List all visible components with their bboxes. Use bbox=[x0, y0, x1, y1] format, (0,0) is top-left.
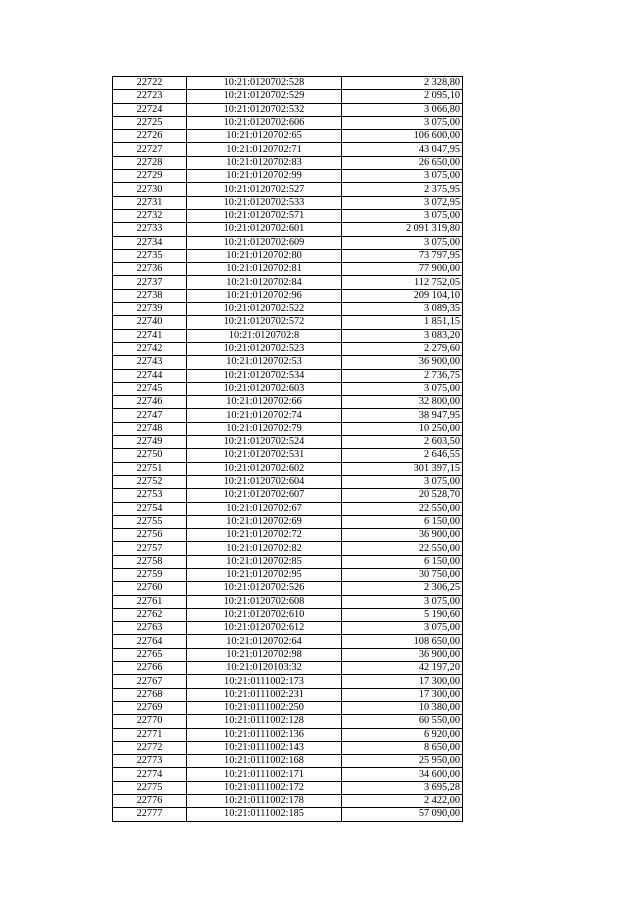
table-row bbox=[113, 608, 463, 621]
cadastral-number-cell: 10:21:0111002:185 bbox=[187, 808, 342, 821]
table-row bbox=[113, 342, 463, 355]
table-row bbox=[113, 675, 463, 688]
table-row bbox=[113, 475, 463, 488]
amount-cell: 10 380,00 bbox=[342, 701, 463, 714]
table-row bbox=[113, 436, 463, 449]
cadastral-number-cell: 10:21:0120702:99 bbox=[187, 170, 342, 183]
cadastral-number-cell: 10:21:0111002:168 bbox=[187, 755, 342, 768]
cadastral-number-cell: 10:21:0120702:603 bbox=[187, 382, 342, 395]
table-row bbox=[113, 489, 463, 502]
cadastral-number-cell: 10:21:0111002:171 bbox=[187, 768, 342, 781]
cadastral-number-cell: 10:21:0120702:601 bbox=[187, 223, 342, 236]
row-number-cell: 22756 bbox=[113, 529, 187, 542]
amount-cell: 2 095,10 bbox=[342, 90, 463, 103]
cadastral-number-cell: 10:21:0120702:571 bbox=[187, 209, 342, 222]
amount-cell: 73 797,95 bbox=[342, 249, 463, 262]
table-row bbox=[113, 795, 463, 808]
amount-cell: 108 650,00 bbox=[342, 635, 463, 648]
amount-cell: 3 075,00 bbox=[342, 475, 463, 488]
row-number-cell: 22750 bbox=[113, 449, 187, 462]
amount-cell: 6 150,00 bbox=[342, 515, 463, 528]
amount-cell: 42 197,20 bbox=[342, 662, 463, 675]
table-body bbox=[113, 77, 463, 822]
cadastral-number-cell: 10:21:0120702:524 bbox=[187, 436, 342, 449]
table-row bbox=[113, 289, 463, 302]
row-number-cell: 22723 bbox=[113, 90, 187, 103]
cadastral-number-cell: 10:21:0120702:96 bbox=[187, 289, 342, 302]
amount-cell: 3 075,00 bbox=[342, 622, 463, 635]
row-number-cell: 22758 bbox=[113, 555, 187, 568]
row-number-cell: 22739 bbox=[113, 303, 187, 316]
row-number-cell: 22764 bbox=[113, 635, 187, 648]
row-number-cell: 22774 bbox=[113, 768, 187, 781]
cadastral-number-cell: 10:21:0120702:74 bbox=[187, 409, 342, 422]
amount-cell: 26 650,00 bbox=[342, 156, 463, 169]
amount-cell: 6 920,00 bbox=[342, 728, 463, 741]
table-row bbox=[113, 662, 463, 675]
amount-cell: 2 306,25 bbox=[342, 582, 463, 595]
cadastral-number-cell: 10:21:0120702:53 bbox=[187, 356, 342, 369]
table-row bbox=[113, 648, 463, 661]
row-number-cell: 22729 bbox=[113, 170, 187, 183]
cadastral-number-cell: 10:21:0111002:231 bbox=[187, 688, 342, 701]
row-number-cell: 22743 bbox=[113, 356, 187, 369]
row-number-cell: 22728 bbox=[113, 156, 187, 169]
table-row bbox=[113, 715, 463, 728]
table-row bbox=[113, 502, 463, 515]
table-row bbox=[113, 223, 463, 236]
row-number-cell: 22754 bbox=[113, 502, 187, 515]
amount-cell: 1 851,15 bbox=[342, 316, 463, 329]
amount-cell: 6 150,00 bbox=[342, 555, 463, 568]
table-row bbox=[113, 209, 463, 222]
row-number-cell: 22740 bbox=[113, 316, 187, 329]
amount-cell: 10 250,00 bbox=[342, 422, 463, 435]
table-row bbox=[113, 728, 463, 741]
cadastral-number-cell: 10:21:0120702:607 bbox=[187, 489, 342, 502]
row-number-cell: 22752 bbox=[113, 475, 187, 488]
cadastral-number-cell: 10:21:0120702:526 bbox=[187, 582, 342, 595]
row-number-cell: 22735 bbox=[113, 249, 187, 262]
cadastral-amount-table bbox=[112, 76, 463, 822]
row-number-cell: 22745 bbox=[113, 382, 187, 395]
cadastral-number-cell: 10:21:0120702:531 bbox=[187, 449, 342, 462]
table-row bbox=[113, 276, 463, 289]
amount-cell: 3 075,00 bbox=[342, 116, 463, 129]
cadastral-number-cell: 10:21:0120702:64 bbox=[187, 635, 342, 648]
cadastral-number-cell: 10:21:0120702:608 bbox=[187, 595, 342, 608]
cadastral-number-cell: 10:21:0120702:529 bbox=[187, 90, 342, 103]
table-row bbox=[113, 116, 463, 129]
row-number-cell: 22753 bbox=[113, 489, 187, 502]
amount-cell: 34 600,00 bbox=[342, 768, 463, 781]
amount-cell: 36 900,00 bbox=[342, 356, 463, 369]
table-row bbox=[113, 595, 463, 608]
cadastral-number-cell: 10:21:0120702:67 bbox=[187, 502, 342, 515]
row-number-cell: 22769 bbox=[113, 701, 187, 714]
row-number-cell: 22737 bbox=[113, 276, 187, 289]
table-row bbox=[113, 90, 463, 103]
amount-cell: 36 900,00 bbox=[342, 648, 463, 661]
table-row bbox=[113, 329, 463, 342]
amount-cell: 17 300,00 bbox=[342, 688, 463, 701]
table-row bbox=[113, 529, 463, 542]
row-number-cell: 22749 bbox=[113, 436, 187, 449]
row-number-cell: 22730 bbox=[113, 183, 187, 196]
table-row bbox=[113, 781, 463, 794]
cadastral-number-cell: 10:21:0120702:72 bbox=[187, 529, 342, 542]
table-row bbox=[113, 542, 463, 555]
table-row bbox=[113, 741, 463, 754]
table-row bbox=[113, 316, 463, 329]
table-row bbox=[113, 236, 463, 249]
table-row bbox=[113, 409, 463, 422]
amount-cell: 43 047,95 bbox=[342, 143, 463, 156]
table-row bbox=[113, 396, 463, 409]
cadastral-number-cell: 10:21:0120702:523 bbox=[187, 342, 342, 355]
amount-cell: 209 104,10 bbox=[342, 289, 463, 302]
amount-cell: 112 752,05 bbox=[342, 276, 463, 289]
row-number-cell: 22725 bbox=[113, 116, 187, 129]
row-number-cell: 22775 bbox=[113, 781, 187, 794]
row-number-cell: 22773 bbox=[113, 755, 187, 768]
cadastral-number-cell: 10:21:0120702:604 bbox=[187, 475, 342, 488]
amount-cell: 25 950,00 bbox=[342, 755, 463, 768]
table-row bbox=[113, 249, 463, 262]
table-row bbox=[113, 130, 463, 143]
cadastral-number-cell: 10:21:0120702:71 bbox=[187, 143, 342, 156]
amount-cell: 3 072,95 bbox=[342, 196, 463, 209]
table-row bbox=[113, 555, 463, 568]
row-number-cell: 22757 bbox=[113, 542, 187, 555]
amount-cell: 30 750,00 bbox=[342, 568, 463, 581]
row-number-cell: 22768 bbox=[113, 688, 187, 701]
cadastral-number-cell: 10:21:0111002:136 bbox=[187, 728, 342, 741]
cadastral-number-cell: 10:21:0111002:172 bbox=[187, 781, 342, 794]
amount-cell: 17 300,00 bbox=[342, 675, 463, 688]
amount-cell: 301 397,15 bbox=[342, 462, 463, 475]
amount-cell: 5 190,60 bbox=[342, 608, 463, 621]
cadastral-number-cell: 10:21:0111002:250 bbox=[187, 701, 342, 714]
row-number-cell: 22726 bbox=[113, 130, 187, 143]
cadastral-number-cell: 10:21:0111002:173 bbox=[187, 675, 342, 688]
amount-cell: 3 083,20 bbox=[342, 329, 463, 342]
cadastral-number-cell: 10:21:0111002:178 bbox=[187, 795, 342, 808]
row-number-cell: 22731 bbox=[113, 196, 187, 209]
cadastral-number-cell: 10:21:0120702:534 bbox=[187, 369, 342, 382]
row-number-cell: 22751 bbox=[113, 462, 187, 475]
amount-cell: 2 646,55 bbox=[342, 449, 463, 462]
cadastral-number-cell: 10:21:0120702:522 bbox=[187, 303, 342, 316]
cadastral-number-cell: 10:21:0120702:85 bbox=[187, 555, 342, 568]
cadastral-number-cell: 10:21:0120702:79 bbox=[187, 422, 342, 435]
amount-cell: 20 528,70 bbox=[342, 489, 463, 502]
cadastral-number-cell: 10:21:0120702:610 bbox=[187, 608, 342, 621]
cadastral-number-cell: 10:21:0120702:80 bbox=[187, 249, 342, 262]
amount-cell: 38 947,95 bbox=[342, 409, 463, 422]
amount-cell: 3 089,35 bbox=[342, 303, 463, 316]
row-number-cell: 22762 bbox=[113, 608, 187, 621]
row-number-cell: 22727 bbox=[113, 143, 187, 156]
amount-cell: 3 066,80 bbox=[342, 103, 463, 116]
row-number-cell: 22767 bbox=[113, 675, 187, 688]
table-row bbox=[113, 422, 463, 435]
amount-cell: 8 650,00 bbox=[342, 741, 463, 754]
row-number-cell: 22766 bbox=[113, 662, 187, 675]
amount-cell: 3 695,28 bbox=[342, 781, 463, 794]
cadastral-number-cell: 10:21:0120702:532 bbox=[187, 103, 342, 116]
table-row bbox=[113, 263, 463, 276]
table-row bbox=[113, 356, 463, 369]
row-number-cell: 22747 bbox=[113, 409, 187, 422]
table-row bbox=[113, 183, 463, 196]
cadastral-number-cell: 10:21:0120702:612 bbox=[187, 622, 342, 635]
row-number-cell: 22755 bbox=[113, 515, 187, 528]
row-number-cell: 22724 bbox=[113, 103, 187, 116]
row-number-cell: 22765 bbox=[113, 648, 187, 661]
cadastral-number-cell: 10:21:0120702:572 bbox=[187, 316, 342, 329]
table-row bbox=[113, 582, 463, 595]
amount-cell: 77 900,00 bbox=[342, 263, 463, 276]
table-row bbox=[113, 382, 463, 395]
table-row bbox=[113, 449, 463, 462]
table-row bbox=[113, 622, 463, 635]
table-row bbox=[113, 77, 463, 90]
row-number-cell: 22738 bbox=[113, 289, 187, 302]
table-row bbox=[113, 303, 463, 316]
row-number-cell: 22772 bbox=[113, 741, 187, 754]
cadastral-number-cell: 10:21:0120702:65 bbox=[187, 130, 342, 143]
amount-cell: 106 600,00 bbox=[342, 130, 463, 143]
row-number-cell: 22732 bbox=[113, 209, 187, 222]
cadastral-number-cell: 10:21:0120702:81 bbox=[187, 263, 342, 276]
table-row bbox=[113, 755, 463, 768]
amount-cell: 2 091 319,80 bbox=[342, 223, 463, 236]
table-row bbox=[113, 143, 463, 156]
amount-cell: 22 550,00 bbox=[342, 502, 463, 515]
cadastral-number-cell: 10:21:0120702:95 bbox=[187, 568, 342, 581]
table-row bbox=[113, 170, 463, 183]
row-number-cell: 22776 bbox=[113, 795, 187, 808]
cadastral-number-cell: 10:21:0111002:143 bbox=[187, 741, 342, 754]
row-number-cell: 22770 bbox=[113, 715, 187, 728]
table-row bbox=[113, 568, 463, 581]
amount-cell: 57 090,00 bbox=[342, 808, 463, 821]
amount-cell: 2 375,95 bbox=[342, 183, 463, 196]
amount-cell: 3 075,00 bbox=[342, 382, 463, 395]
row-number-cell: 22722 bbox=[113, 77, 187, 90]
amount-cell: 2 328,80 bbox=[342, 77, 463, 90]
row-number-cell: 22733 bbox=[113, 223, 187, 236]
table-row bbox=[113, 156, 463, 169]
amount-cell: 22 550,00 bbox=[342, 542, 463, 555]
row-number-cell: 22777 bbox=[113, 808, 187, 821]
cadastral-number-cell: 10:21:0120702:527 bbox=[187, 183, 342, 196]
cadastral-number-cell: 10:21:0120702:528 bbox=[187, 77, 342, 90]
row-number-cell: 22759 bbox=[113, 568, 187, 581]
table-row bbox=[113, 462, 463, 475]
cadastral-number-cell: 10:21:0111002:128 bbox=[187, 715, 342, 728]
cadastral-number-cell: 10:21:0120702:98 bbox=[187, 648, 342, 661]
cadastral-number-cell: 10:21:0120702:83 bbox=[187, 156, 342, 169]
row-number-cell: 22746 bbox=[113, 396, 187, 409]
table-row bbox=[113, 768, 463, 781]
table-row bbox=[113, 196, 463, 209]
row-number-cell: 22741 bbox=[113, 329, 187, 342]
cadastral-number-cell: 10:21:0120702:66 bbox=[187, 396, 342, 409]
cadastral-number-cell: 10:21:0120702:609 bbox=[187, 236, 342, 249]
row-number-cell: 22736 bbox=[113, 263, 187, 276]
amount-cell: 36 900,00 bbox=[342, 529, 463, 542]
amount-cell: 2 279,60 bbox=[342, 342, 463, 355]
row-number-cell: 22771 bbox=[113, 728, 187, 741]
row-number-cell: 22748 bbox=[113, 422, 187, 435]
amount-cell: 2 422,00 bbox=[342, 795, 463, 808]
amount-cell: 60 550,00 bbox=[342, 715, 463, 728]
amount-cell: 2 736,75 bbox=[342, 369, 463, 382]
cadastral-number-cell: 10:21:0120702:69 bbox=[187, 515, 342, 528]
table-row bbox=[113, 369, 463, 382]
cadastral-number-cell: 10:21:0120702:602 bbox=[187, 462, 342, 475]
amount-cell: 3 075,00 bbox=[342, 595, 463, 608]
table-row bbox=[113, 515, 463, 528]
cadastral-number-cell: 10:21:0120702:84 bbox=[187, 276, 342, 289]
row-number-cell: 22761 bbox=[113, 595, 187, 608]
table-row bbox=[113, 701, 463, 714]
amount-cell: 3 075,00 bbox=[342, 236, 463, 249]
row-number-cell: 22760 bbox=[113, 582, 187, 595]
table-row bbox=[113, 808, 463, 821]
amount-cell: 3 075,00 bbox=[342, 209, 463, 222]
row-number-cell: 22763 bbox=[113, 622, 187, 635]
amount-cell: 2 603,50 bbox=[342, 436, 463, 449]
cadastral-number-cell: 10:21:0120702:8 bbox=[187, 329, 342, 342]
table-row bbox=[113, 103, 463, 116]
cadastral-number-cell: 10:21:0120702:82 bbox=[187, 542, 342, 555]
row-number-cell: 22734 bbox=[113, 236, 187, 249]
row-number-cell: 22744 bbox=[113, 369, 187, 382]
row-number-cell: 22742 bbox=[113, 342, 187, 355]
cadastral-number-cell: 10:21:0120103:32 bbox=[187, 662, 342, 675]
table-row bbox=[113, 635, 463, 648]
cadastral-number-cell: 10:21:0120702:606 bbox=[187, 116, 342, 129]
table-row bbox=[113, 688, 463, 701]
cadastral-number-cell: 10:21:0120702:533 bbox=[187, 196, 342, 209]
amount-cell: 3 075,00 bbox=[342, 170, 463, 183]
amount-cell: 32 800,00 bbox=[342, 396, 463, 409]
